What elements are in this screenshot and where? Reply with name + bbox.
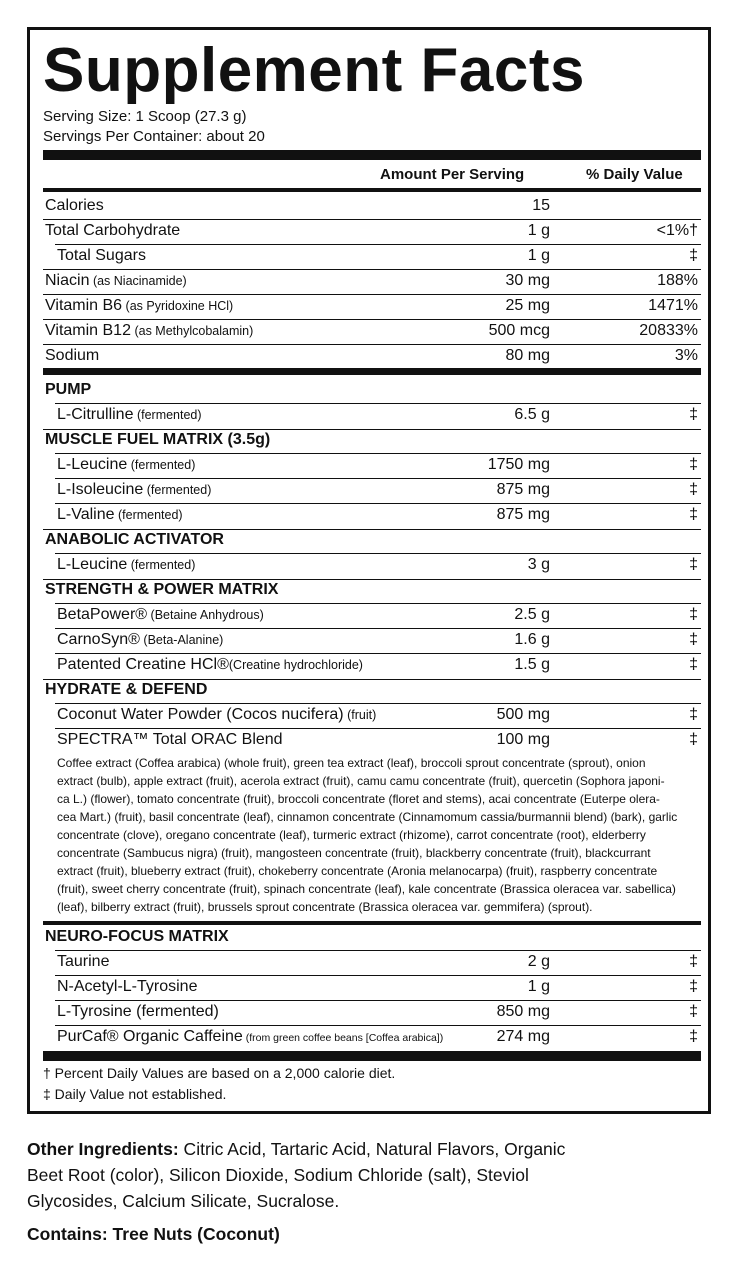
ingredient-name: L-Leucine (fermented) [57,556,196,573]
divider-medium [43,921,701,925]
ingredient-amount: 875 mg [496,481,550,498]
ingredient-row [30,1001,714,1026]
ingredient-amount: 1.5 g [514,656,550,673]
section-strength-power: STRENGTH & POWER MATRIX [45,581,279,598]
ingredient-dv: ‡ [689,1028,698,1045]
row-divider [43,529,701,530]
ingredient-dv: ‡ [689,731,698,748]
ingredient-dv: ‡ [689,456,698,473]
nutrient-amount: 30 mg [505,272,550,289]
serving-size: Serving Size: 1 Scoop (27.3 g) [43,108,247,125]
other-ingredients [27,1136,717,1214]
ingredient-row [30,1026,714,1051]
ingredient-dv: ‡ [689,978,698,995]
ingredient-row [30,604,714,629]
nutrient-name: Sodium [45,347,100,364]
supplement-facts-panel [27,27,711,1114]
section-hydrate-defend: HYDRATE & DEFEND [45,681,208,698]
ingredient-dv: ‡ [689,706,698,723]
ingredient-amount: 100 mg [496,731,550,748]
nutrient-dv: 3% [674,347,698,364]
ingredient-amount: 875 mg [496,506,550,523]
section-anabolic-activator: ANABOLIC ACTIVATOR [45,531,224,548]
other-ingredients-text: Citric Acid, Tartaric Acid, Natural Flavors, Organic Beet Root (color), Silicon Dioxide, Sodium Chloride (salt), Steviol Glycosides, Calcium Silicate, Sucralose. [27,1139,566,1211]
ingredient-amount: 850 mg [496,1003,550,1020]
divider-medium [43,188,701,192]
ingredient-row [30,504,714,529]
ingredient-dv: ‡ [689,556,698,573]
ingredient-dv: ‡ [689,1003,698,1020]
panel-title: Supplement Facts [43,36,585,105]
nutrient-name: Calories [45,197,104,214]
nutrient-row [30,345,714,370]
ingredient-row [30,454,714,479]
ingredient-row [30,629,714,654]
section-pump: PUMP [45,381,92,398]
nutrient-name: Vitamin B6 (as Pyridoxine HCl) [45,297,234,314]
nutrient-amount: 15 [532,197,550,214]
ingredient-name: Coconut Water Powder (Cocos nucifera) (fruit) [57,706,377,723]
nutrient-amount: 500 mcg [488,322,550,339]
nutrient-row [30,220,714,245]
nutrient-name: Total Sugars [57,247,146,264]
nutrient-dv: 20833% [639,322,698,339]
divider-thick [43,368,701,375]
nutrient-dv: 1471% [648,297,698,314]
ingredient-row [30,976,714,1001]
ingredient-name: PurCaf® Organic Caffeine (from green coffee beans [Coffea arabica]) [57,1028,444,1045]
ingredient-amount: 1750 mg [487,456,550,473]
other-ingredients-label: Other Ingredients: [27,1139,179,1159]
ingredient-row [30,951,714,976]
ingredient-name: L-Isoleucine (fermented) [57,481,212,498]
footnote-double-dagger: ‡ Daily Value not established. [43,1086,227,1102]
nutrient-row [30,295,714,320]
ingredient-dv: ‡ [689,606,698,623]
nutrient-amount: 80 mg [505,347,550,364]
ingredient-name: L-Valine (fermented) [57,506,183,523]
nutrient-row [30,320,714,345]
ingredient-row [30,554,714,579]
header-daily-value: % Daily Value [586,166,683,183]
ingredient-name: CarnoSyn® (Beta-Alanine) [57,631,224,648]
ingredient-amount: 1 g [527,978,550,995]
ingredient-dv: ‡ [689,506,698,523]
nutrient-dv: 188% [657,272,698,289]
ingredient-name: L-Leucine (fermented) [57,456,196,473]
nutrient-amount: 25 mg [505,297,550,314]
row-divider [43,579,701,580]
ingredient-name: N-Acetyl-L-Tyrosine [57,978,198,995]
ingredient-dv: ‡ [689,953,698,970]
divider-thick [43,150,701,160]
ingredient-amount: 274 mg [496,1028,550,1045]
nutrient-name: Total Carbohydrate [45,222,181,239]
nutrient-name: Niacin (as Niacinamide) [45,272,187,289]
ingredient-amount: 1.6 g [514,631,550,648]
ingredient-row [30,404,714,429]
ingredient-dv: ‡ [689,656,698,673]
servings-per-container: Servings Per Container: about 20 [43,128,265,145]
ingredient-name: Patented Creatine HCl®(Creatine hydrochloride) [57,656,363,673]
section-muscle-fuel: MUSCLE FUEL MATRIX (3.5g) [45,431,271,448]
row-divider [43,679,701,680]
ingredient-dv: ‡ [689,406,698,423]
row-divider [43,429,701,430]
nutrient-dv: ‡ [689,247,698,264]
ingredient-row [30,479,714,504]
header-amount: Amount Per Serving [380,166,525,183]
nutrient-row [30,245,714,270]
ingredient-name: BetaPower® (Betaine Anhydrous) [57,606,264,623]
ingredient-name: L-Citrulline (fermented) [57,406,202,423]
ingredient-dv: ‡ [689,631,698,648]
ingredient-name: SPECTRA™ Total ORAC Blend [57,731,283,748]
nutrient-amount: 1 g [527,247,550,264]
divider-thick [43,1051,701,1061]
nutrient-amount: 1 g [527,222,550,239]
ingredient-amount: 6.5 g [514,406,550,423]
allergen-statement: Contains: Tree Nuts (Coconut) [27,1224,280,1244]
ingredient-amount: 2.5 g [514,606,550,623]
ingredient-name: Taurine [57,953,110,970]
nutrient-dv: <1%† [656,222,698,239]
ingredient-amount: 3 g [527,556,550,573]
ingredient-name: L-Tyrosine (fermented) [57,1003,219,1020]
nutrient-name: Vitamin B12 (as Methylcobalamin) [45,322,254,339]
ingredient-row [30,729,714,754]
ingredient-amount: 2 g [527,953,550,970]
ingredient-row [30,704,714,729]
ingredient-amount: 500 mg [496,706,550,723]
nutrient-row [30,195,714,220]
ingredient-row [30,654,714,679]
nutrient-row [30,270,714,295]
spectra-blend-ingredients: Coffee extract (Coffea arabica) (whole fruit), green tea extract (leaf), broccoli sprout concentrate (sprout), onion extract (bulb), apple extract (fruit), acerola extract (fruit), camu camu concentrate (fruit), quercetin (Sophora japoni- ca L.) (flower), tomato concentrate (fruit), broccoli concentrate (floret and stems), acai concentrate (Euterpe olera- cea Mart.) (fruit), basil concentrate (leaf), cinnamon concentrate (Cinnamomum cassia/burmannii blend) (bark), garlic concentrate (clove), oregano concentrate (leaf), turmeric extract (rhizome), carrot concentrate (root), elderberry concentrate (Sambucus nigra) (fruit), mangosteen concentrate (fruit), blackberry concentrate (fruit), blackcurrant extract (fruit), blueberry extract (fruit), chokeberry concentrate (Aronia melanocarpa) (fruit), raspberry concentrate (fruit), sweet cherry concentrate (fruit), spinach concentrate (leaf), kale concentrate (Brassica oleracea var. sabellica) (leaf), bilberry extract (fruit), brussels sprout concentrate (Brassica oleracea var. gemmifera) (sprout). [57,756,678,914]
section-neuro-focus: NEURO-FOCUS MATRIX [45,928,229,945]
footnote-dagger: † Percent Daily Values are based on a 2,000 calorie diet. [43,1065,396,1081]
ingredient-dv: ‡ [689,481,698,498]
